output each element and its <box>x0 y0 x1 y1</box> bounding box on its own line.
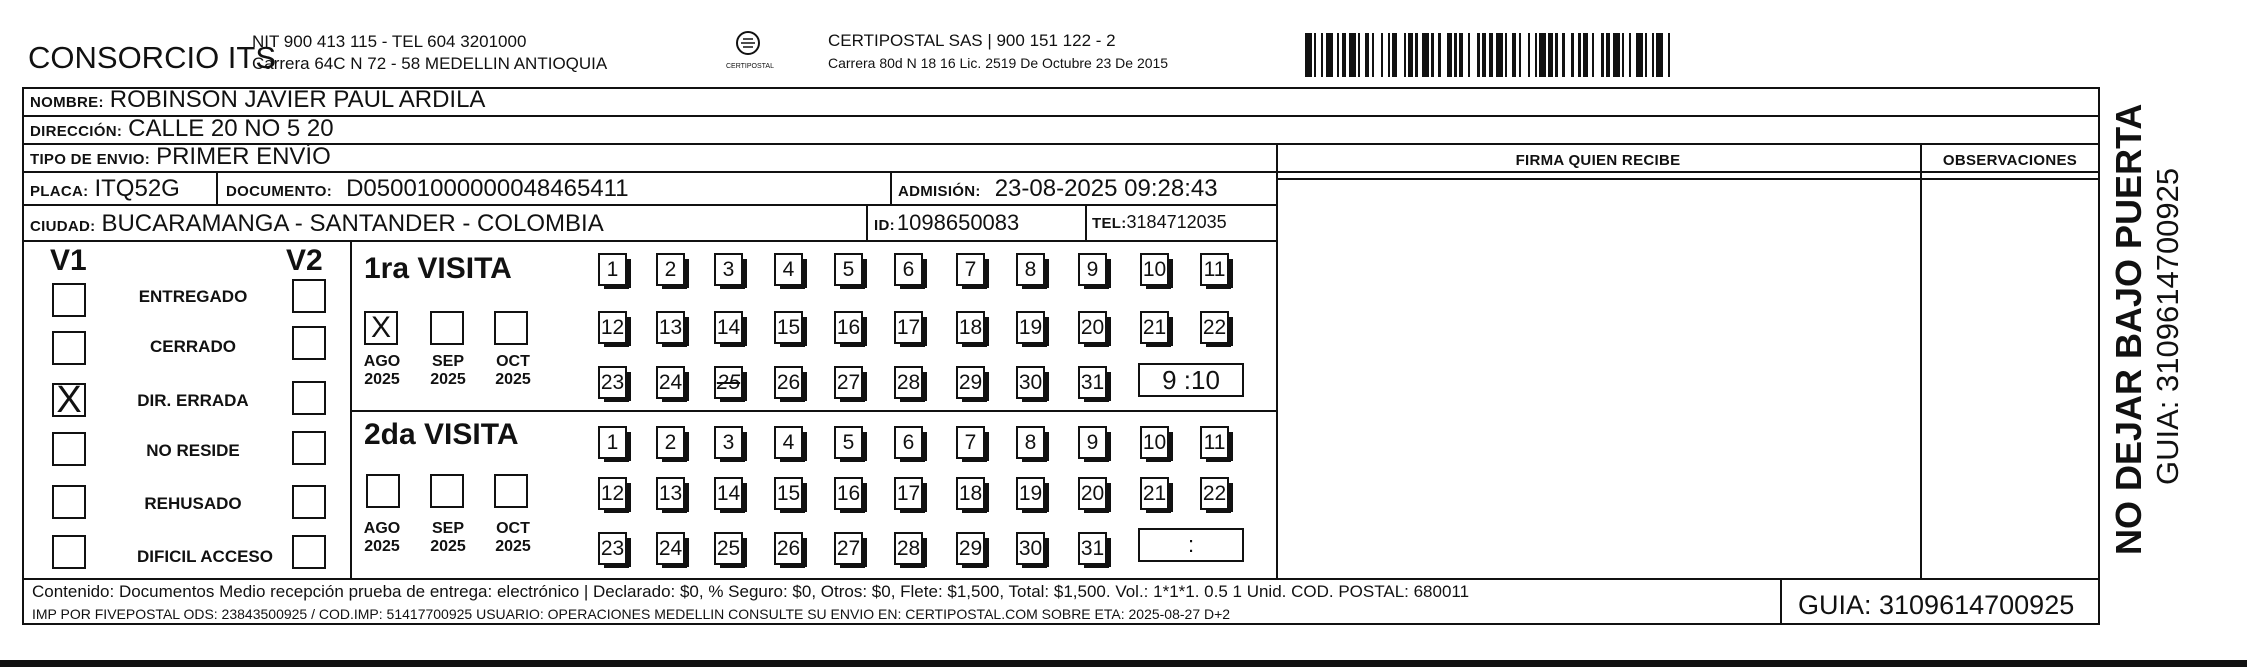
visit1-day-28[interactable]: 28 <box>894 366 923 399</box>
ciudad-value: BUCARAMANGA - SANTANDER - COLOMBIA <box>101 210 604 237</box>
visit1-day-5[interactable]: 5 <box>834 253 863 286</box>
barcode-bar <box>1305 33 1312 77</box>
barcode-bar <box>1374 33 1381 77</box>
visit2-day-2[interactable]: 2 <box>656 426 685 459</box>
v2-checkbox-dificil-acceso[interactable] <box>292 535 326 569</box>
nombre-label: NOMBRE: <box>30 94 104 111</box>
ciudad-row <box>30 210 604 238</box>
visit1-day-8[interactable]: 8 <box>1016 253 1045 286</box>
visit2-day-17[interactable]: 17 <box>894 477 923 510</box>
barcode-bar <box>1636 33 1643 77</box>
v1-checkbox-dificil-acceso[interactable] <box>52 535 86 569</box>
tel-value: 3184712035 <box>1126 212 1227 232</box>
logo-icon <box>731 30 765 58</box>
visit2-day-3[interactable]: 3 <box>714 426 743 459</box>
v2-header: V2 <box>286 244 323 277</box>
placa-label: PLACA: <box>30 183 89 200</box>
tipo-envio-label: TIPO DE ENVIO: <box>30 151 151 168</box>
visit1-day-11[interactable]: 11 <box>1200 253 1229 286</box>
visit2-day-27[interactable]: 27 <box>834 532 863 565</box>
barcode-bar <box>1670 33 1672 77</box>
v1-checkbox-no-reside[interactable] <box>52 432 86 466</box>
visit2-day-13[interactable]: 13 <box>656 477 685 510</box>
visit2-month-label-ago: AGO 2025 <box>363 520 401 555</box>
visit1-day-30[interactable]: 30 <box>1016 366 1045 399</box>
certipostal-logo <box>726 30 774 71</box>
visit2-day-26[interactable]: 26 <box>774 532 803 565</box>
visit2-day-22[interactable]: 22 <box>1200 477 1229 510</box>
v2-checkbox-cerrado[interactable] <box>292 326 326 360</box>
visit2-day-24[interactable]: 24 <box>656 532 685 565</box>
side-guia: GUIA: 3109614700925 <box>2150 167 2185 485</box>
v2-checkbox-no-reside[interactable] <box>292 431 326 465</box>
company-nit: NIT 900 413 115 - TEL 604 3201000 <box>252 32 527 51</box>
visit1-day-19[interactable]: 19 <box>1016 311 1045 344</box>
visit2-day-18[interactable]: 18 <box>956 477 985 510</box>
barcode-bar <box>1565 33 1572 77</box>
certipostal-info: CERTIPOSTAL SAS | 900 151 122 - 2 <box>828 31 1116 50</box>
visit2-month-label-sep: SEP 2025 <box>430 520 466 555</box>
option-no-reside: NO RESIDE <box>146 441 240 460</box>
visit1-day-15[interactable]: 15 <box>774 311 803 344</box>
visit1-month-label-sep: SEP 2025 <box>430 353 466 388</box>
visit2-day-9[interactable]: 9 <box>1078 426 1107 459</box>
visit2-day-21[interactable]: 21 <box>1140 477 1169 510</box>
barcode-bar <box>1441 33 1448 77</box>
visit2-day-25[interactable]: 25 <box>714 532 743 565</box>
barcode-bar <box>1539 33 1546 77</box>
visit1-day-29[interactable]: 29 <box>956 366 985 399</box>
visit1-day-20[interactable]: 20 <box>1078 311 1107 344</box>
option-entregado: ENTREGADO <box>138 287 248 306</box>
visit1-day-27[interactable]: 27 <box>834 366 863 399</box>
barcode-bar <box>1397 33 1404 77</box>
visit2-month-sep[interactable] <box>430 474 464 508</box>
barcode-bar <box>1422 33 1429 77</box>
visit1-day-24[interactable]: 24 <box>656 366 685 399</box>
visit2-time-value: : <box>1187 532 1195 557</box>
option-dificil-acceso: DIFICIL ACCESO <box>136 547 273 566</box>
direccion-label: DIRECCIÓN: <box>30 123 123 140</box>
bottom-border <box>0 660 2247 667</box>
tel-row <box>1092 212 1227 233</box>
documento-label: DOCUMENTO: <box>226 183 333 200</box>
visit1-day-22[interactable]: 22 <box>1200 311 1229 344</box>
visit2-day-4[interactable]: 4 <box>774 426 803 459</box>
v1-checkbox-entregado[interactable] <box>52 283 86 317</box>
placa-value: ITQ52G <box>94 175 180 202</box>
visit1-day-2[interactable]: 2 <box>656 253 685 286</box>
option-dir-errada: DIR. ERRADA <box>137 391 249 410</box>
visit1-day-4[interactable]: 4 <box>774 253 803 286</box>
visit2-month-ago[interactable] <box>366 474 400 508</box>
visit1-month-label-ago: AGO 2025 <box>363 353 401 388</box>
barcode-bar <box>1613 33 1620 77</box>
placa-row <box>30 175 180 203</box>
visit1-day-31[interactable]: 31 <box>1078 366 1107 399</box>
visit2-day-5[interactable]: 5 <box>834 426 863 459</box>
visit1-day-25[interactable]: 25 <box>714 366 743 399</box>
id-row <box>874 210 1019 236</box>
visit2-month-oct[interactable] <box>494 474 528 508</box>
visit2-time-field[interactable] <box>1138 528 1244 562</box>
visit2-day-30[interactable]: 30 <box>1016 532 1045 565</box>
visit2-day-10[interactable]: 10 <box>1140 426 1169 459</box>
visit1-day-10[interactable]: 10 <box>1140 253 1169 286</box>
check-mark: X <box>56 379 82 421</box>
logo-text: CERTIPOSTAL <box>726 63 774 70</box>
visit1-day-14[interactable]: 14 <box>714 311 743 344</box>
option-cerrado: CERRADO <box>150 337 236 356</box>
direccion-value: CALLE 20 NO 5 20 <box>128 115 334 142</box>
barcode-bar <box>1326 33 1333 77</box>
certipostal-license: Carrera 80d N 18 16 Lic. 2519 De Octubre 23 De 2015 <box>828 55 1169 71</box>
visit2-day-1[interactable]: 1 <box>598 426 627 459</box>
visit1-day-12[interactable]: 12 <box>598 311 627 344</box>
visit2-day-6[interactable]: 6 <box>894 426 923 459</box>
visit1-day-17[interactable]: 17 <box>894 311 923 344</box>
barcode-bar <box>1496 33 1503 77</box>
visit1-day-13[interactable]: 13 <box>656 311 685 344</box>
visit2-day-7[interactable]: 7 <box>956 426 985 459</box>
v2-checkbox-entregado[interactable] <box>292 279 326 313</box>
visit1-month-ago[interactable] <box>364 311 398 345</box>
barcode-bar <box>1656 33 1663 77</box>
visit2-day-28[interactable]: 28 <box>894 532 923 565</box>
visit1-time-value: 9 :10 <box>1162 365 1220 395</box>
v1-checkbox-dir-errada[interactable] <box>52 379 86 421</box>
footer-guia: GUIA: 3109614700925 <box>1798 590 2075 620</box>
visit2-day-31[interactable]: 31 <box>1078 532 1107 565</box>
visit2-day-11[interactable]: 11 <box>1200 426 1229 459</box>
v1-header: V1 <box>50 244 87 277</box>
documento-row <box>226 175 629 203</box>
footer-contenido: Contenido: Documentos Medio recepción prueba de entrega: electrónico | Declarado: $0, % Seguro: $0, Otros: $0, Flete: $1,500, Total: $1,500. Vol.: 1*1*1. 0.5 1 Unid. COD. POSTAL: 680011 <box>32 582 1470 601</box>
documento-value: D050010000000484654​11 <box>346 175 629 202</box>
barcode-bar <box>1470 33 1477 77</box>
visit2-day-20[interactable]: 20 <box>1078 477 1107 510</box>
visit1-month-oct[interactable] <box>494 311 528 345</box>
visit1-day-18[interactable]: 18 <box>956 311 985 344</box>
visit1-day-6[interactable]: 6 <box>894 253 923 286</box>
visit1-day-21[interactable]: 21 <box>1140 311 1169 344</box>
id-label: ID: <box>874 217 895 234</box>
v1-checkbox-rehusado[interactable] <box>52 485 86 519</box>
company-name: CONSORCIO ITS <box>28 40 277 75</box>
v2-checkbox-dir-errada[interactable] <box>292 381 326 415</box>
visit1-day-3[interactable]: 3 <box>714 253 743 286</box>
visit2-day-23[interactable]: 23 <box>598 532 627 565</box>
admision-row <box>898 175 1218 203</box>
visit1-day-26[interactable]: 26 <box>774 366 803 399</box>
visit2-day-8[interactable]: 8 <box>1016 426 1045 459</box>
visit1-day-1[interactable]: 1 <box>598 253 627 286</box>
visit2-day-15[interactable]: 15 <box>774 477 803 510</box>
visit1-day-16[interactable]: 16 <box>834 311 863 344</box>
visit1-day-23[interactable]: 23 <box>598 366 627 399</box>
tipo-envio-value: PRIMER ENVÍO <box>156 143 331 170</box>
ciudad-label: CIUDAD: <box>30 218 96 235</box>
firma-header: FIRMA QUIEN RECIBE <box>1515 152 1681 169</box>
tipo-envio-row <box>30 143 331 171</box>
barcode-bar <box>1594 33 1601 77</box>
visit2-day-12[interactable]: 12 <box>598 477 627 510</box>
barcode-bar <box>1349 33 1356 77</box>
barcode <box>1305 33 1940 77</box>
visit2-day-19[interactable]: 19 <box>1016 477 1045 510</box>
month-mark: X <box>370 311 391 344</box>
visit1-month-sep[interactable] <box>430 311 464 345</box>
footer-impresion: IMP POR FIVEPOSTAL ODS: 23843500925 / COD.IMP: 51417700925 USUARIO: OPERACIONES MEDELLIN CONSULTE SU ENVIO EN: CERTIPOSTAL.COM SOBRE ETA: 2025-08-27 D+2 <box>32 606 1231 622</box>
visit2-day-16[interactable]: 16 <box>834 477 863 510</box>
option-rehusado: REHUSADO <box>144 494 242 513</box>
visit1-time-field[interactable] <box>1138 363 1244 397</box>
visit1-month-label-oct: OCT 2025 <box>495 353 531 388</box>
observaciones-header: OBSERVACIONES <box>1942 152 2078 169</box>
visit1-day-7[interactable]: 7 <box>956 253 985 286</box>
v2-checkbox-rehusado[interactable] <box>292 485 326 519</box>
side-notice: NO DEJAR BAJO PUERTA <box>2108 103 2149 555</box>
admision-value: 23-08-2025 09:28:43 <box>994 175 1218 202</box>
admision-label: ADMISIÓN: <box>898 183 981 200</box>
barcode-bar <box>1521 33 1528 77</box>
id-value: 1098650083 <box>896 210 1020 235</box>
nombre-value: ROBINSON JAVIER PAUL ARDILA <box>109 86 486 113</box>
nombre-row <box>30 86 485 114</box>
visit2-day-29[interactable]: 29 <box>956 532 985 565</box>
tel-label: TEL: <box>1092 215 1127 232</box>
visit2-month-label-oct: OCT 2025 <box>495 520 531 555</box>
direccion-row <box>30 115 334 143</box>
visit1-day-9[interactable]: 9 <box>1078 253 1107 286</box>
visit2-day-14[interactable]: 14 <box>714 477 743 510</box>
v1-checkbox-cerrado[interactable] <box>52 331 86 365</box>
company-address: Carrera 64C N 72 - 58 MEDELLIN ANTIOQUIA <box>252 54 608 73</box>
visit1-title: 1ra VISITA <box>364 252 512 285</box>
visit2-title: 2da VISITA <box>364 418 519 451</box>
